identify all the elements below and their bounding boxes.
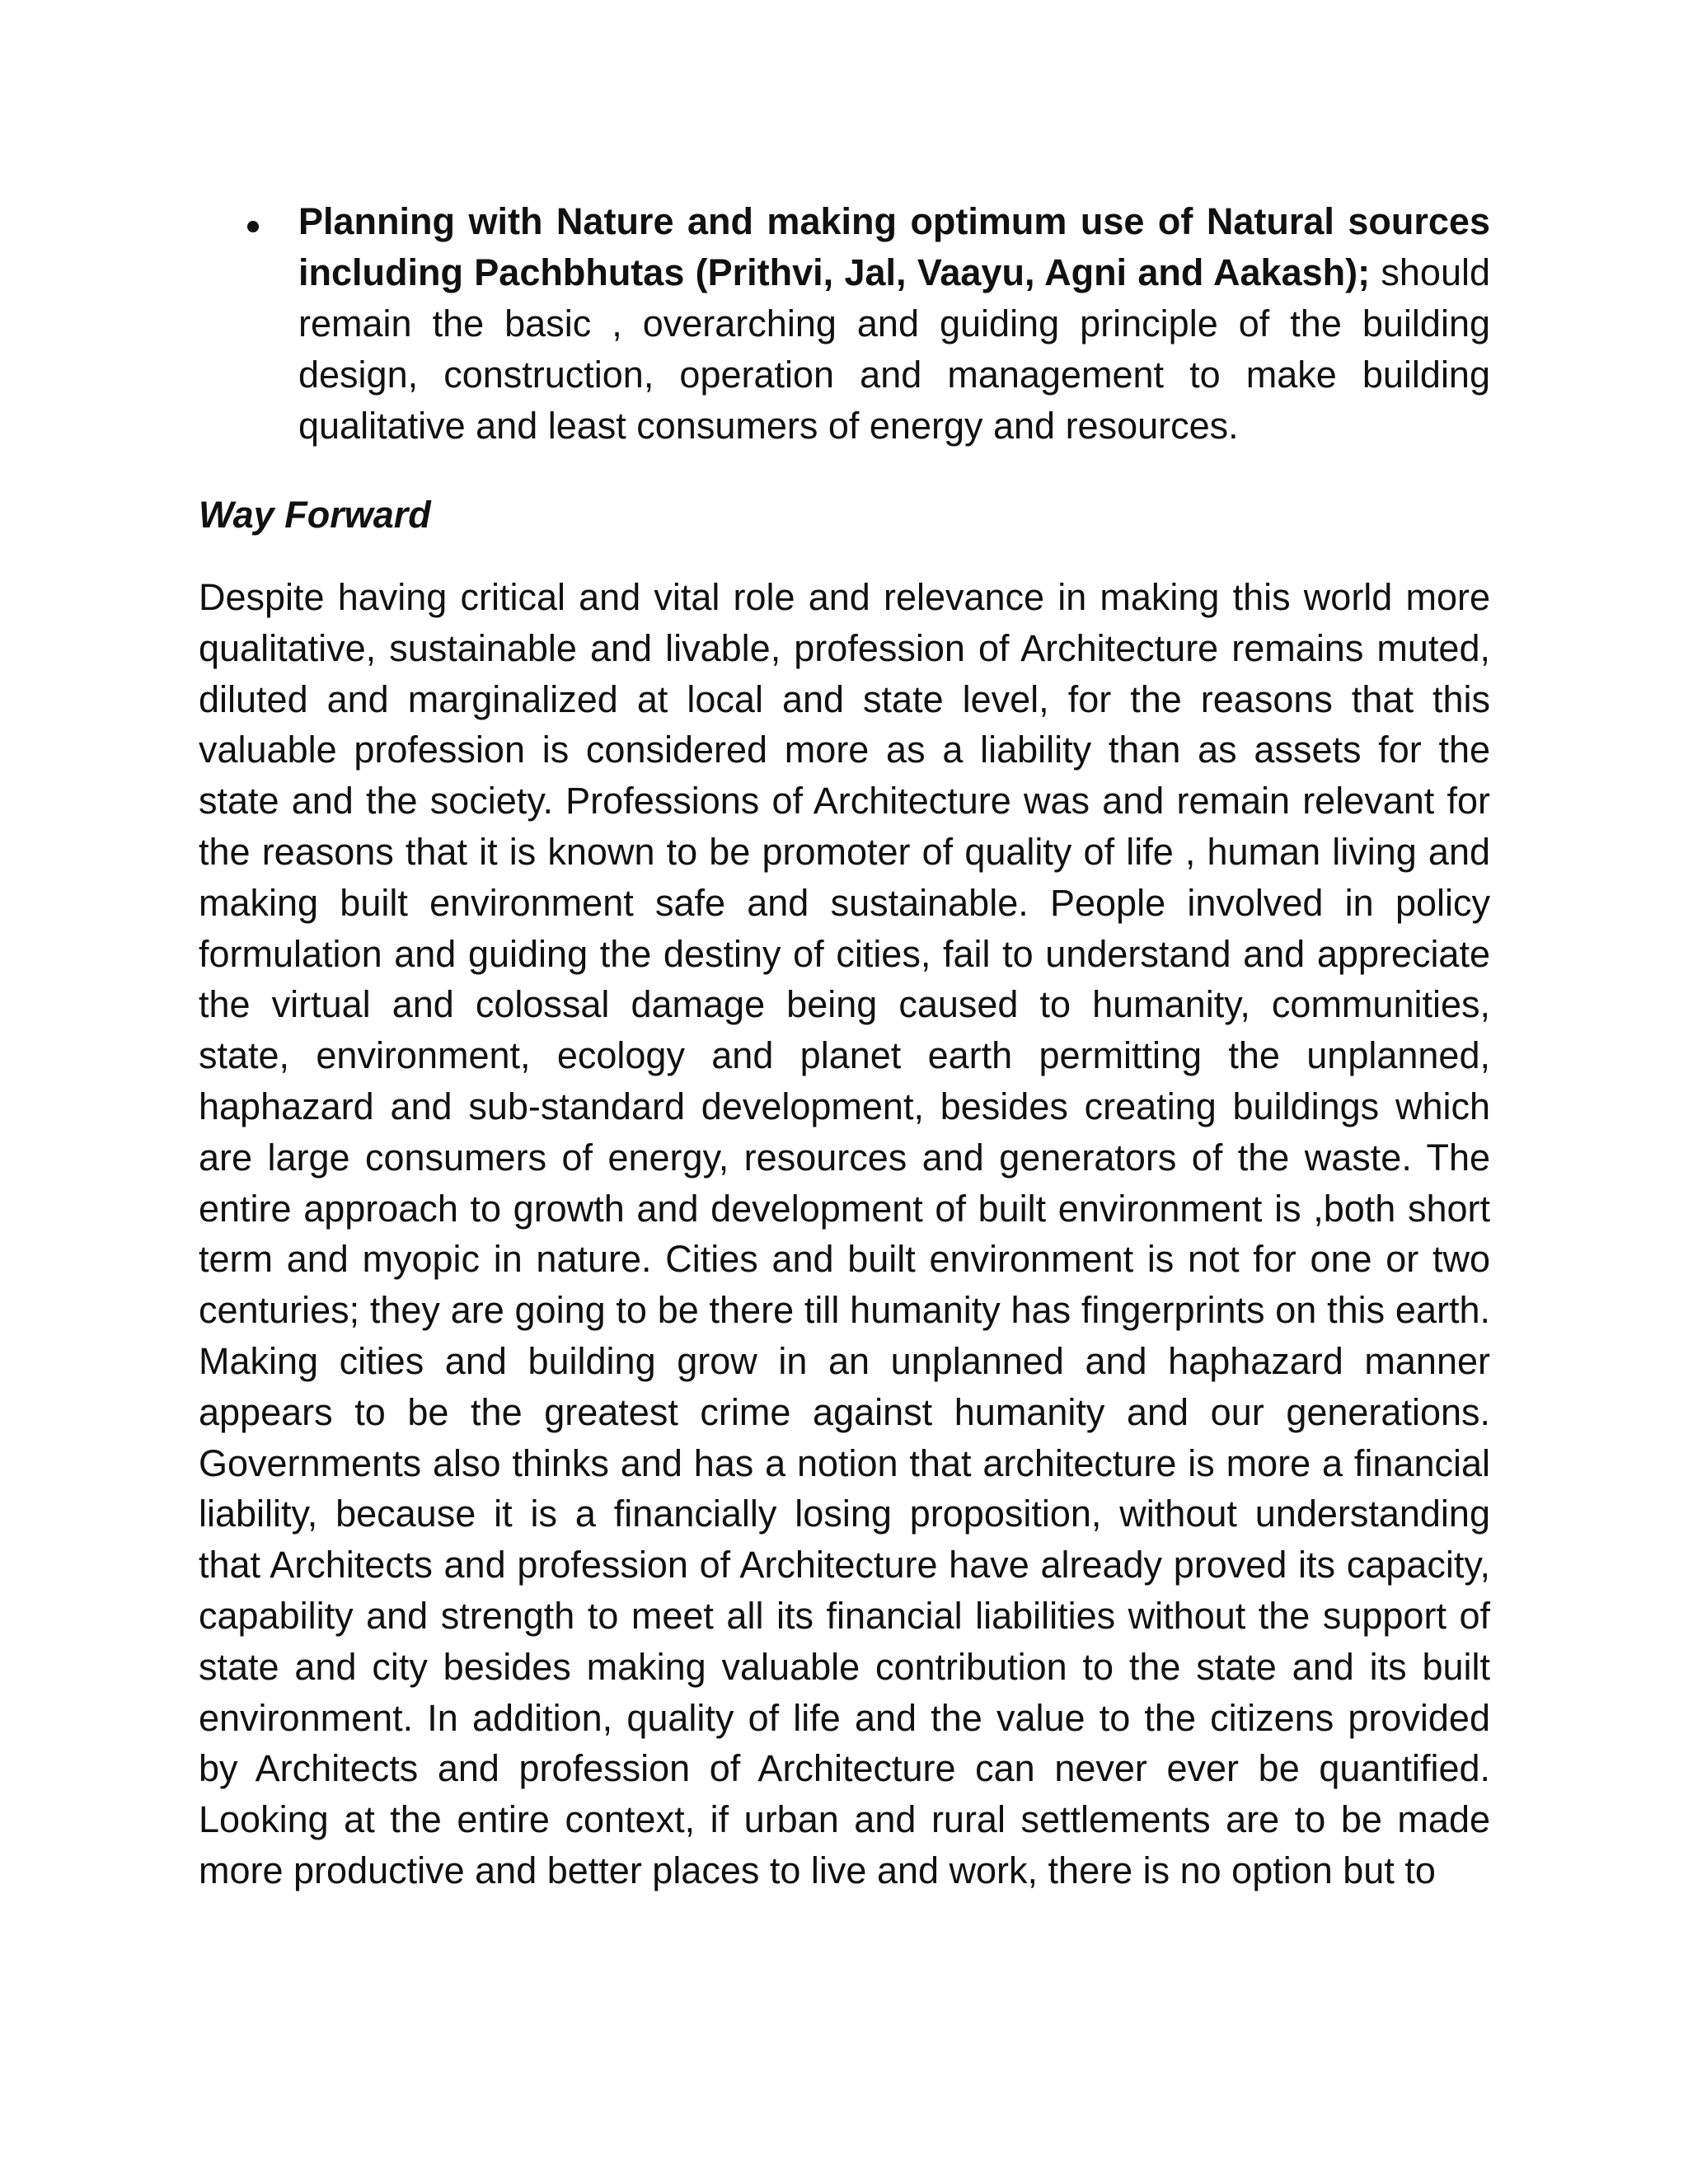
bullet-bold-text: Planning with Nature and making optimum use of Natural sources including Pachbhutas (Prithvi, Jal, Vaayu, Agni and Aakash);: [298, 200, 1490, 293]
bullet-text: [298, 196, 1490, 452]
bullet-regular-text: should remain the basic , overarching and guiding principle of the building design, construction, operation and management to make building qualitative and least consumers of energy and resources.: [298, 251, 1490, 447]
bullet-icon: [247, 221, 259, 232]
body-paragraph: Despite having critical and vital role and relevance in making this world more qualitative, sustainable and livable, profession of Architecture remains muted, diluted and marginalized at local and state level, for the reasons that this valuable profession is considered more as a liability than as assets for the state and the society. Professions of Architecture was and remain relevant for the reasons that it is known to be promoter of quality of life , human living and making built environment safe and sustainable. People involved in policy formulation and guiding the destiny of cities, fail to understand and appreciate the virtual and colossal damage being caused to humanity, communities, state, environment, ecology and planet earth permitting the unplanned, haphazard and sub-standard development, besides creating buildings which are large consumers of energy, resources and generators of the waste. The entire approach to growth and development of built environment is ,both short term and myopic in nature. Cities and built environment is not for one or two centuries; they are going to be there till humanity has fingerprints on this earth. Making cities and building grow in an unplanned and haphazard manner appears to be the greatest crime against humanity and our generations. Governments also thinks and has a notion that architecture is more a financial liability, because it is a financially losing proposition, without understanding that Architects and profession of Architecture have already proved its capacity, capability and strength to meet all its financial liabilities without the support of state and city besides making valuable contribution to the state and its built environment. In addition, quality of life and the value to the citizens provided by Architects and profession of Architecture can never ever be quantified. Looking at the entire context, if urban and rural settlements are to be made more productive and better places to live and work, there is no option but to: [199, 576, 1490, 1891]
section-heading: Way Forward: [199, 494, 431, 536]
